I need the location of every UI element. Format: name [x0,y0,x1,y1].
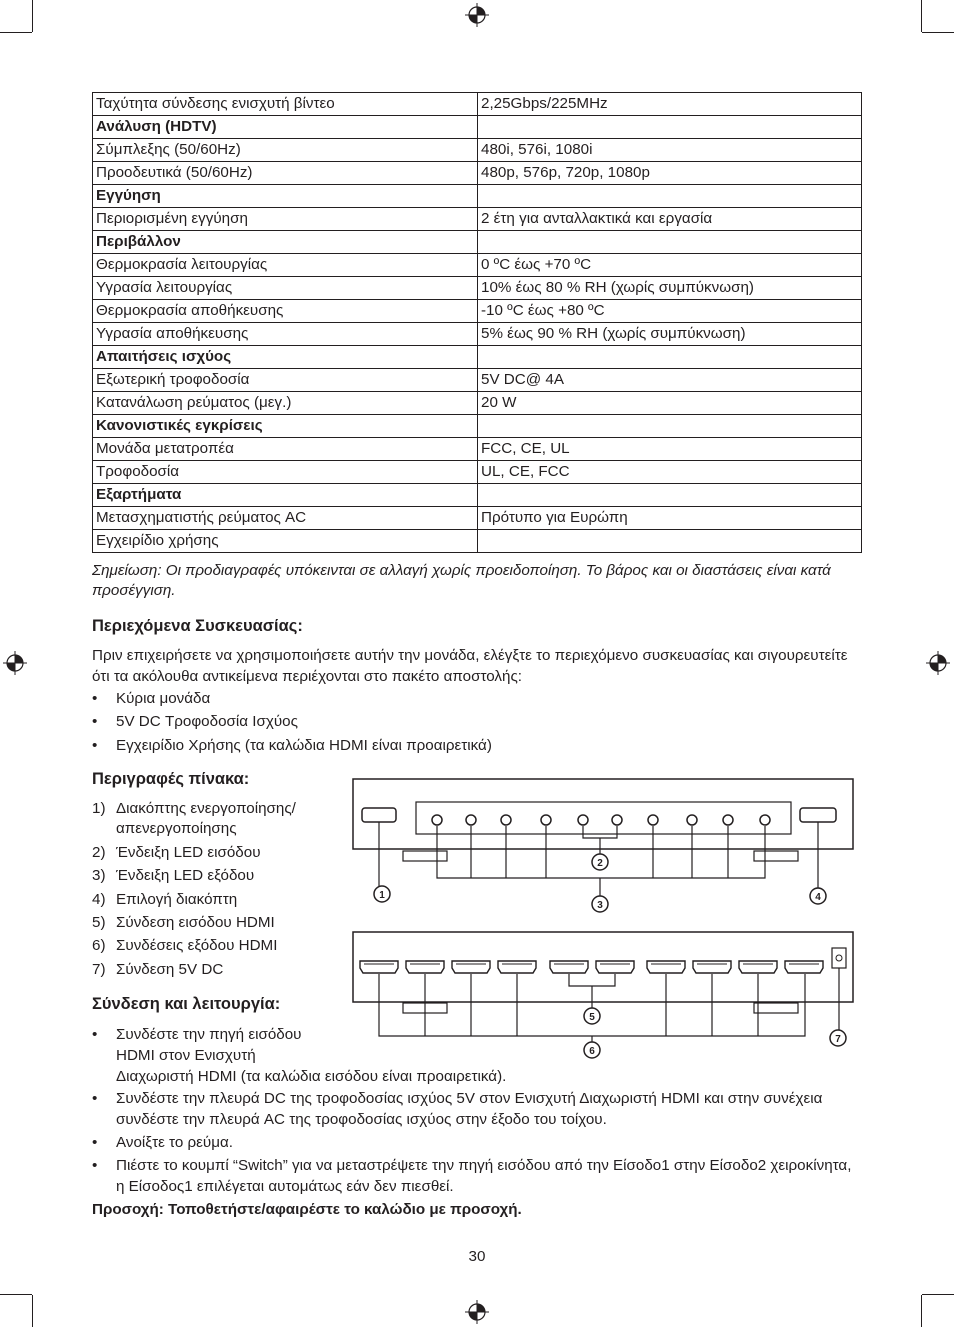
svg-text:4: 4 [815,892,821,903]
spec-value: UL, CE, FCC [478,461,862,484]
panel-heading: Περιγραφές πίνακα: [92,770,250,788]
led-icon [466,815,476,825]
spec-value: 2,25Gbps/225MHz [478,93,862,116]
crop-mark [921,1295,922,1327]
spec-value: 20 W [478,392,862,415]
spec-label: Υγρασία λειτουργίας [93,277,478,300]
spec-note: Σημείωση: Οι προδιαγραφές υπόκεινται σε αλλαγή χωρίς προειδοποίηση. Το βάρος και οι διαστάσεις είναι κατά προσέγγιση. [92,562,831,599]
front-panel-diagram [348,776,860,916]
table-row [93,254,862,277]
item-text: Διακόπτης ενεργοποίησης/ απενεργοποίησης [116,800,296,837]
hdmi-port-icon [498,961,536,973]
list-item [92,1088,862,1130]
list-item-text: HDMI στον Ενισχυτή [116,1047,256,1064]
crop-mark [32,0,33,32]
spec-section-label: Εξαρτήματα [93,484,478,507]
crop-mark [32,1295,33,1327]
bullet-icon: • [92,737,98,754]
hdmi-port-icon [452,961,490,973]
spec-value: 0 ºC έως +70 ºC [478,254,862,277]
callout-1 [374,886,390,902]
table-row [93,369,862,392]
package-intro: Πριν επιχειρήσετε να χρησιμοποιήσετε αυτήν την μονάδα, ελέγξτε το περιεχόμενο συσκευασίας και σιγουρευτείτε ότι τα ακόλουθα αντικείμενα περιέχονται στο πακέτο αποστολής: [92,647,848,685]
table-row [93,461,862,484]
callout-2 [592,854,608,870]
list-item-text: Ανοίξτε το ρεύμα. [116,1134,233,1151]
spec-value [478,530,862,553]
spec-section-label: Κανονιστικές εγκρίσεις [93,415,478,438]
hdmi-port-icon [693,961,731,973]
spec-value: 5V DC@ 4A [478,369,862,392]
item-text: Ένδειξη LED εισόδου [116,844,261,861]
led-icon [648,815,658,825]
item-text: Ένδειξη LED εξόδου [116,867,255,884]
item-text: Σύνδεση εισόδου HDMI [116,914,275,931]
svg-text:7: 7 [835,1034,841,1045]
item-text: Σύνδεση 5V DC [116,961,224,978]
hdmi-port-icon [785,961,823,973]
svg-text:2: 2 [597,858,603,869]
table-row [93,185,862,208]
bullet-icon: • [92,1090,98,1107]
table-row [93,323,862,346]
item-number: 1) [92,800,106,817]
caution-text: Προσοχή: Τοποθετήστε/αφαιρέστε το καλώδιο με προσοχή. [92,1201,522,1218]
power-switch [362,808,396,822]
table-row [93,438,862,461]
crop-mark [921,0,922,32]
table-row [93,507,862,530]
table-row [93,530,862,553]
table-row [93,484,862,507]
led-icon [612,815,622,825]
spec-label: Εγχειρίδιο χρήσης [93,530,478,553]
foot [754,1003,798,1013]
spec-value: 480p, 576p, 720p, 1080p [478,162,862,185]
operation-heading: Σύνδεση και λειτουργία: [92,995,281,1013]
table-row [93,415,862,438]
list-item-text: Εγχειρίδιο Χρήσης (τα καλώδια HDMI είναι προαιρετικά) [116,737,492,754]
registration-mark-icon [3,651,27,675]
page-number: 30 [468,1248,486,1265]
list-item-text: Πιέστε το κουμπί “Switch” για να μεταστρέψετε την πηγή εισόδου από την Είσοδο1 στην Είσοδο2 χειροκίνητα, η Είσοδος1 επιλέγεται αυτομάτως εάν δεν πιεσθεί. [116,1157,852,1195]
list-item-text: Διαχωριστή HDMI (τα καλώδια εισόδου είναι προαιρετικά). [116,1068,507,1085]
dc-jack [832,948,846,968]
hdmi-port-icon [360,961,398,973]
svg-text:3: 3 [597,900,603,911]
item-number: 7) [92,961,106,978]
registration-mark-icon [926,651,950,675]
spec-label: Προοδευτικά (50/60Hz) [93,162,478,185]
list-item-text: Συνδέστε την πλευρά DC της τροφοδοσίας ισχύος 5V στον Ενισχυτή Διαχωριστή HDMI και στην συνέχεια συνδέστε την πλευρά AC της τροφοδοσίας ισχύος στην έξοδο του τοίχου. [116,1090,823,1128]
callout-4 [810,888,826,904]
spec-section-label: Ανάλυση (HDTV) [93,116,478,139]
spec-value: -10 ºC έως +80 ºC [478,300,862,323]
table-row [93,139,862,162]
registration-mark-icon [465,3,489,27]
spec-value: 480i, 576i, 1080i [478,139,862,162]
list-item [92,1155,862,1197]
spec-label: Τροφοδοσία [93,461,478,484]
list-item-text: Κύρια μονάδα [116,690,211,707]
list-item-text: Συνδέστε την πηγή εισόδου [116,1026,302,1043]
led-icon [578,815,588,825]
spec-table [92,92,862,553]
table-row [93,300,862,323]
svg-text:1: 1 [379,890,385,901]
table-row [93,208,862,231]
spec-value: 5% έως 90 % RH (χωρίς συμπύκνωση) [478,323,862,346]
list-item [92,1132,862,1153]
bullet-icon: • [92,713,98,730]
hdmi-port-icon [739,961,777,973]
spec-section-label: Εγγύηση [93,185,478,208]
spec-value: Πρότυπο για Ευρώπη [478,507,862,530]
spec-value: 10% έως 80 % RH (χωρίς συμπύκνωση) [478,277,862,300]
hdmi-port-icon [550,961,588,973]
led-bay [416,802,791,834]
spec-value [478,346,862,369]
callout-5 [584,1008,600,1024]
item-text: Συνδέσεις εξόδου HDMI [116,937,278,954]
spec-value [478,185,862,208]
table-row [93,116,862,139]
crop-mark [0,32,32,33]
spec-value [478,484,862,507]
spec-label: Υγρασία αποθήκευσης [93,323,478,346]
spec-label: Μετασχηματιστής ρεύματος AC [93,507,478,530]
led-icon [760,815,770,825]
item-number: 3) [92,867,106,884]
led-icon [723,815,733,825]
item-text: Επιλογή διακόπτη [116,891,238,908]
table-row [93,231,862,254]
hdmi-port-icon [406,961,444,973]
bullet-icon: • [92,690,98,707]
list-item [92,735,862,756]
spec-label: Περιορισμένη εγγύηση [93,208,478,231]
hdmi-port-icon [647,961,685,973]
svg-text:5: 5 [589,1012,595,1023]
bullet-icon: • [92,1026,98,1043]
spec-value [478,231,862,254]
spec-label: Μονάδα μετατροπέα [93,438,478,461]
crop-mark [922,1294,954,1295]
table-row [93,346,862,369]
led-icon [687,815,697,825]
table-row [93,392,862,415]
spec-label: Ταχύτητα σύνδεσης ενισχυτή βίντεο [93,93,478,116]
list-item-text: 5V DC Τροφοδοσία Ισχύος [116,713,298,730]
hdmi-port-icon [596,961,634,973]
led-icon [432,815,442,825]
foot [754,851,798,861]
item-number: 6) [92,937,106,954]
package-heading: Περιεχόμενα Συσκευασίας: [92,617,303,635]
list-item [92,1024,612,1088]
svg-text:6: 6 [589,1046,595,1057]
callout-3 [592,896,608,912]
table-row [93,93,862,116]
spec-value: 2 έτη για ανταλλακτικά και εργασία [478,208,862,231]
crop-mark [922,32,954,33]
spec-label: Σύμπλεξης (50/60Hz) [93,139,478,162]
led-icon [501,815,511,825]
bullet-icon: • [92,1134,98,1151]
item-number: 5) [92,914,106,931]
bullet-icon: • [92,1157,98,1174]
item-number: 4) [92,891,106,908]
list-item [92,688,862,709]
list-item [92,711,862,732]
callout-7 [830,1030,846,1046]
led-icon [541,815,551,825]
table-row [93,277,862,300]
spec-label: Εξωτερική τροφοδοσία [93,369,478,392]
spec-value [478,116,862,139]
selector-switch [800,808,836,822]
item-number: 2) [92,844,106,861]
table-row [93,162,862,185]
foot [403,851,447,861]
crop-mark [0,1294,32,1295]
spec-label: Θερμοκρασία λειτουργίας [93,254,478,277]
registration-mark-icon [465,1300,489,1324]
spec-label: Θερμοκρασία αποθήκευσης [93,300,478,323]
spec-section-label: Απαιτήσεις ισχύος [93,346,478,369]
spec-value: FCC, CE, UL [478,438,862,461]
spec-value [478,415,862,438]
spec-section-label: Περιβάλλον [93,231,478,254]
spec-label: Κατανάλωση ρεύματος (μεγ.) [93,392,478,415]
